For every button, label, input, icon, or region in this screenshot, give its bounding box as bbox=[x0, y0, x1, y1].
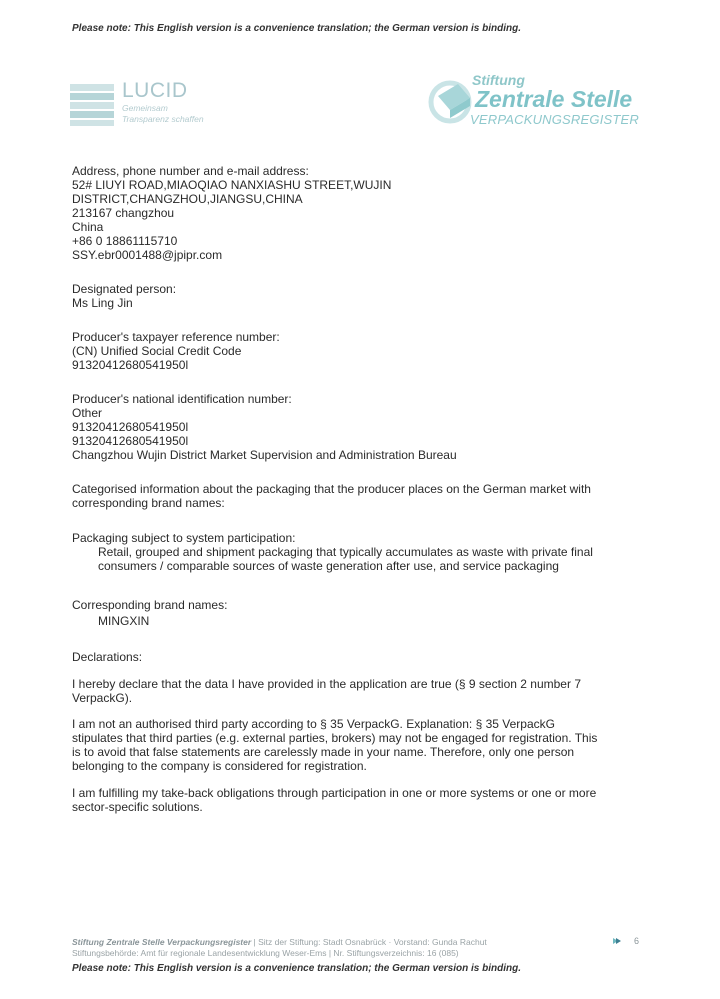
brands-heading: Corresponding brand names: bbox=[72, 598, 228, 612]
declaration-line: belonging to the company is considered for registration. bbox=[72, 759, 367, 773]
page-arrow-icon bbox=[612, 936, 622, 946]
national-id-line: Changzhou Wujin District Market Supervision and Administration Bureau bbox=[72, 448, 457, 462]
packaging-section bbox=[72, 531, 642, 573]
lucid-logo-name: LUCID bbox=[122, 79, 188, 102]
packaging-line: consumers / comparable sources of waste generation after use, and service packaging bbox=[98, 559, 559, 573]
zentrale-stelle-logo-line-1: Stiftung bbox=[472, 72, 525, 88]
footer-org-name: Stiftung Zentrale Stelle Verpackungsregister bbox=[72, 937, 252, 947]
page-footer bbox=[72, 937, 652, 959]
declaration-line: sector-specific solutions. bbox=[72, 800, 203, 814]
declaration-line: I hereby declare that the data I have provided in the application are true (§ 9 section 2 number 7 bbox=[72, 677, 581, 691]
taxpayer-line: 91320412680541950l bbox=[72, 358, 189, 372]
address-line: DISTRICT,CHANGZHOU,JIANGSU,CHINA bbox=[72, 192, 303, 206]
declaration-1 bbox=[72, 677, 642, 705]
packaging-line: Retail, grouped and shipment packaging that typically accumulates as waste with private final bbox=[98, 545, 593, 559]
declaration-2 bbox=[72, 717, 642, 773]
brand-name: MINGXIN bbox=[98, 614, 150, 628]
declaration-line: I am not an authorised third party according to § 35 VerpackG. Explanation: § 35 VerpackG bbox=[72, 717, 555, 731]
declaration-line: stipulates that third parties (e.g. external parties, brokers) may not be engaged for registration. This bbox=[72, 731, 598, 745]
declaration-line: is to avoid that false statements are carelessly made in your name. Therefore, only one person bbox=[72, 745, 575, 759]
brands-section bbox=[72, 598, 642, 628]
national-id-line: 91320412680541950l bbox=[72, 434, 189, 448]
zentrale-stelle-logo-line-3: VERPACKUNGSREGISTER bbox=[470, 112, 639, 127]
address-heading: Address, phone number and e-mail address: bbox=[72, 164, 309, 178]
address-line: 52# LIUYI ROAD,MIAOQIAO NANXIASHU STREET,WUJIN bbox=[72, 178, 392, 192]
declaration-3 bbox=[72, 786, 642, 814]
designated-person-heading: Designated person: bbox=[72, 282, 177, 296]
zentrale-stelle-logo-line-2: Zentrale Stelle bbox=[475, 86, 633, 112]
address-line: China bbox=[72, 220, 104, 234]
email-address: SSY.ebr0001488@jpipr.com bbox=[72, 248, 223, 262]
taxpayer-heading: Producer's taxpayer reference number: bbox=[72, 330, 280, 344]
declarations-heading: Declarations: bbox=[72, 650, 143, 664]
footer-line-1 bbox=[72, 937, 652, 948]
declaration-line: I am fulfilling my take-back obligations through participation in one or more systems or one or more bbox=[72, 786, 597, 800]
national-id-heading: Producer's national identification number: bbox=[72, 392, 292, 406]
binding-notice-bottom: Please note: This English version is a convenience translation; the German version is binding. bbox=[72, 963, 522, 974]
address-section bbox=[72, 164, 642, 262]
footer-line-2: Stiftungsbehörde: Amt für regionale Landesentwicklung Weser-Ems | Nr. Stiftungsverzeichnis: 16 (085) bbox=[72, 948, 459, 958]
taxpayer-section bbox=[72, 330, 642, 372]
national-id-line: 91320412680541950l bbox=[72, 420, 189, 434]
zentrale-stelle-logo-icon bbox=[428, 76, 476, 126]
lucid-logo bbox=[70, 79, 240, 128]
phone-number: +86 0 18861115710 bbox=[72, 234, 178, 248]
binding-notice-top: Please note: This English version is a convenience translation; the German version is binding. bbox=[72, 23, 522, 34]
address-line: 213167 changzhou bbox=[72, 206, 175, 220]
categorised-info-line: corresponding brand names: bbox=[72, 496, 225, 510]
page-number: 6 bbox=[634, 936, 640, 946]
zentrale-stelle-logo bbox=[428, 72, 658, 132]
designated-person-value: Ms Ling Jin bbox=[72, 296, 133, 310]
designated-person-section bbox=[72, 282, 642, 310]
lucid-logo-icon bbox=[70, 84, 116, 126]
packaging-heading: Packaging subject to system participation: bbox=[72, 531, 296, 545]
taxpayer-line: (CN) Unified Social Credit Code bbox=[72, 344, 242, 358]
lucid-logo-tagline-1: Gemeinsam bbox=[122, 103, 168, 113]
declaration-line: VerpackG). bbox=[72, 691, 133, 705]
national-id-line: Other bbox=[72, 406, 103, 420]
lucid-logo-tagline-2: Transparenz schaffen bbox=[122, 114, 204, 124]
categorised-info-section bbox=[72, 482, 642, 510]
footer-seat-board: | Sitz der Stiftung: Stadt Osnabrück · Vorstand: Gunda Rachut bbox=[251, 937, 487, 947]
categorised-info-line: Categorised information about the packaging that the producer places on the German market with bbox=[72, 482, 591, 496]
national-id-section bbox=[72, 392, 642, 462]
